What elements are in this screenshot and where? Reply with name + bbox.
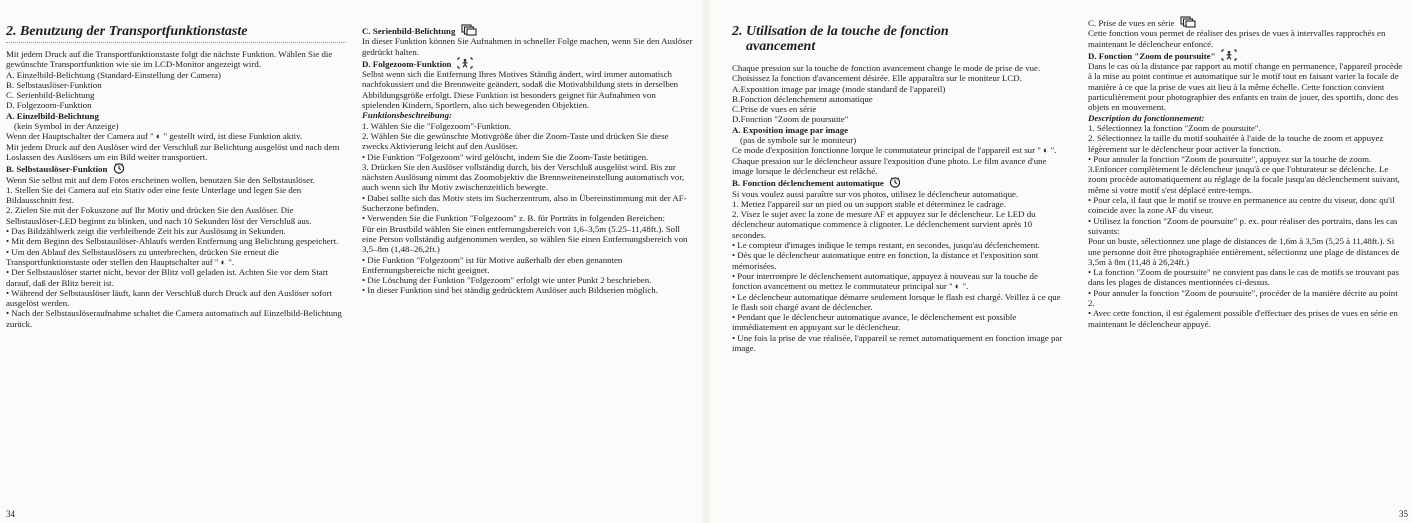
bullet-item: • Dabei sollte sich das Motiv stets im Sucherzentrum, also in Übereinstimmung mit der AF-Sucherzone befinden. [362,192,687,214]
subsection-title-d-text: D. Fonction "Zoom de poursuite" [1088,50,1216,61]
paragraph: In dieser Funktion können Sie Aufnahmen in schneller Folge machen, wenn Sie den Auslöser gedrückt halten. [362,36,693,57]
list-item: B.Fonction déclenchement automatique [732,93,873,104]
list-item: A.Exposition image par image (mode standard de l'appareil) [732,83,946,94]
paragraph: Pour un buste, sélectionnez une plage de distances de 1,6m à 3,5m (5,25 à 11,48ft.). Si une personne doit être photographiée entièrement, sélectionnz une plage de distances de 3,5m à 8m (11,48 à 26,24ft.) [1088,236,1400,267]
list-item: C. Serienbild-Belichtung [6,90,95,101]
left-column-2 [362,24,694,296]
bullet-item: • Pour annuler la fonction "Zoom de poursuite", appuyez sur la touche de zoom. [1088,153,1372,164]
paragraph: Wenn der Hauptschalter der Camera auf " ◐ " gestellt wird, ist diese Funktion aktiv. [6,131,303,142]
subsection-title-b-text: B. Fonction déclenchement automatique [732,178,884,189]
bullet-item: • Um den Ablauf des Selbstauslösers zu unterbrechen, drücken Sie erneut die Transportfunktionstaste oder stellen den Hauptschalter auf " ◐ ". [6,246,279,267]
subsection-title-c [362,24,694,36]
bullet-item: • Verwenden Sie die Funktion "Folgezoom" z. B. für Porträts in folgenden Bereichen: [362,213,665,224]
subsection-title-c [1088,16,1404,28]
bullet-item: • Utilisez la fonction "Zoom de poursuite" p. ex. pour réaliser des portraits, dans les cas suivants: [1088,215,1398,236]
subsection-title-b-text: B. Selbstauslöser-Funktion [6,164,108,175]
subsection-note: (kein Symbol in der Anzeige) [14,121,119,132]
paragraph: Dans le cas où la distance par rapport au motif change en permanence, l'appareil procède à la mise au point continue et automatique sur le motif tout en faisant varier la focale de manière à ce que la prise de vues ait lieu à la même échelle. Cette fonction convient particulièrement pour photographier des enfants en train de jouer, des sportifs, donc des objets en mouvement. [1088,61,1403,113]
paragraph: Für ein Brustbild wählen Sie einen entfernungsbereich von 1,6–3,5m (5.25–11,48ft.). Soll eine Person vollständig aufgenommen werden, so wählen Sie einen Entfernungsbereich von 3,5–8m (1,48–26,2ft.) [362,223,688,255]
bullet-item: • Die Funktion "Folgezoom" wird gelöscht, indem Sie die Zoom-Taste betätigen. [362,151,649,162]
bullet-item: • Der Selbstauslöser startet nicht, bevor der Blitz voll geladen ist. Achten Sie vor dem Start darauf, daß der Blitz bereit ist. [6,267,329,288]
bullet-item: • Die Funktion "Folgezoom" ist für Motive außerhalb der eben genannten Entfernungsbereiche nicht geeignet. [362,254,623,275]
subsection-title-b [732,176,1066,188]
section-heading-fr [732,24,1066,57]
paragraph: 1. Stellen Sie dei Camera auf ein Stativ oder eine feste Unterlage und legen Sie den Bildausschnitt fest. [6,184,302,206]
bullet-item: • La fonction "Zoom de poursuite" ne convient pas dans le cas de motifs se trouvant pas dans les plages de distances mentionnées ci-dessus. [1088,267,1399,288]
bullet-item: • Die Löschung der Funktion "Folgezoom" erfolgt wie unter Punkt 2 beschrieben. [362,275,652,286]
bullet-item: • Le compteur d'images indique le temps restant, en secondes, jusqu'au déclenchement. [732,240,1040,251]
intro-text: Chaque pression sur la touche de fonction avancement change le mode de prise de vue. Choisissez la fonction d'avancement désirée. Elle apparaîtra sur le moniteur LCD. [732,63,1041,84]
bullet-item: • In dieser Funktion sind bei ständig gedrücktem Auslöser auch Bildserien möglich. [362,285,658,296]
section-heading-fr-line2: avancement [746,39,816,54]
list-item: C.Prise de vues en série [732,104,817,115]
right-column-2 [1088,16,1404,329]
left-column-1 [6,24,346,329]
list-item: B. Selbstauslöser-Funktion [6,79,102,90]
paragraph: Si vous voulez aussi paraître sur vos photos, utilisez le déclencheur automatique. [732,188,1019,199]
subsection-title-a: A. Exposition image par image [732,124,849,135]
follow-zoom-icon [1221,49,1237,61]
subsection-title-d [1088,49,1404,61]
paragraph: 1. Mettez l'appareil sur un pied ou un support stable et déterminez le cadrage. [732,198,1006,209]
subsection-note: (pas de symbole sur le moniteur) [740,135,857,146]
paragraph: Selbst wenn sich die Entfernung Ihres Motives Ständig ändert, wird immer automatisch nachfokussiert und die Brennweite geändert, sodaß die Motivabbildung stets in derselben Abbildungsgröße erfolgt. Diese Funktion ist besonders geignet für Aufnahmen von spielenden Kindern, Sportlern, also sich bewegenden Objektien. [362,69,679,111]
function-description-title: Funktionsbeschreibung: [362,110,452,121]
function-description-title: Description du fonctionnement: [1088,112,1205,123]
bullet-item: • Avec cette fonction, il est également possible d'effectuer des prises de vues en série en maintenant le déclencheur appuyé. [1088,308,1398,329]
paragraph: 1. Sélectionnez la fonction "Zoom de poursuite". [1088,122,1261,133]
bullet-item: • Pendant que le déclencheur automatique avance, le déclenchement est possible immédiatement en appuyant sur le déclencheur. [732,312,1017,333]
bullet-item: • Mit dem Beginn des Selbstauslöser-Ablaufs werden Entfernung ung Belichtung gespeichert. [6,236,339,247]
page-number-left: 34 [6,509,15,519]
paragraph: 1. Wählen Sie die "Folgezoom"-Funktion. [362,120,512,131]
subsection-title-b [6,162,346,174]
subsection-title-a: A. Einzelbild-Belichtung [6,110,99,121]
section-heading-fr-line1: 2. Utilisation de la touche de fonction [732,24,949,39]
paragraph: Ce mode d'exposition fonctionne lorque le commutateur principal de l'appareil est sur " ◐ ". [732,145,1057,156]
list-item: A. Einzelbild-Belichtung (Standard-Einstellung der Camera) [6,69,221,80]
bullet-item: • Pour interrompre le déclenchement automatique, appuyez à nouveau sur la touche de fonction avancement ou mettez le commutateur principal sur " ◐ ". [732,270,1038,292]
section-heading-de: 2. Benutzung der Transportfunktionstaste [6,24,346,43]
continuous-shooting-icon [461,24,477,36]
subsection-title-d-text: D. Folgezoom-Funktion [362,58,452,69]
paragraph: Chaque pression sur le déclencheur assure l'exposition d'une photo. Le film avance d'une image lorsque le déclencheur est relâché. [732,155,1047,176]
list-item: D.Fonction "Zoom de poursuite" [732,114,849,125]
paragraph: 2. Sélectionnez la taille du motif souhaitée à l'aide de la touche de zoom et appuyez légèrement sur le déclencheur pour activer la fonction. [1088,133,1384,154]
intro-text: Mit jedem Druck auf die Transportfunktionstaste folgt die nächste Funktion. Wählen Sie die gewünschte Transportfunktion wie sie im LCD-Monitor angezeigt wird. [6,49,333,70]
paragraph: 2. Zielen Sie mit der Fokuszone auf Ihr Motiv und drücken Sie den Auslöser. Die Selbstauslöser-LED beginnt zu blinken, und nach 10 Sekunden löst der Verschluß aus. [6,205,312,226]
paragraph: 2. Visez le sujet avec la zone de mesure AF et appuyez sur le déclencheur. Le LED du déclencheur automatique commence à clignoter. Le déclenchement survient après 10 secondes. [732,209,1036,240]
self-timer-icon [113,162,125,174]
right-page [706,0,1412,523]
page-number-right: 35 [1399,509,1408,519]
paragraph: 3.Enfoncer complètement le déclencheur jusqu'à ce que l'obturateur se déclenche. Le zoom procède automatiquement au réglage de la focale jusqu'au déclenchement suivant, même si votre motif s'est déplacé entre-temps. [1088,164,1400,195]
paragraph: 2. Wählen Sie die gewünschte Motivgröße über die Zoom-Taste und drücken Sie diese zwecks Aktivierung leicht auf den Auslöser. [362,130,669,152]
subsection-title-c-text: C. Prise de vues en série [1088,18,1175,28]
bullet-item: • Pour annuler la fonction "Zoom de poursuite", procéder de la manière décrite au point 2. [1088,287,1398,309]
subsection-title-c-text: C. Serienbild-Belichtung [362,26,456,36]
paragraph: Wenn Sie selbst mit auf dem Fotos erscheinen wollen, benutzen Sie den Selbstauslöser. [6,174,315,185]
follow-zoom-icon [457,57,473,69]
list-item: D. Folgezoom-Funktion [6,100,92,111]
bullet-item: • Pour cela, il faut que le motif se trouve en permanence au centre du viseur, donc qu'il coincide avec la zone AF du viseur. [1088,195,1395,216]
bullet-item: • Dès que le déclencheur automatique entre en fonction, la distance et l'exposition sont mémorisées. [732,250,1039,271]
paragraph: Cette fonction vous permet de réaliser des prises de vues à intervalles rapprochés en maintenant le déclencheur enfoncé. [1088,28,1386,49]
bullet-item: • Das Bildzählwerk zeigt die verbleibende Zeit bis zur Auslösung in Sekunden. [6,226,286,237]
subsection-title-d [362,57,694,69]
bullet-item: • Nach der Selbstauslöseraufnahme schaltet die Camera automatisch auf Einzelbild-Belichtung zurück. [6,308,342,329]
bullet-item: • Während der Selbstauslöser läuft, kann der Verschluß durch Druck auf den Auslöser sofort ausgelöst werden. [6,287,332,309]
continuous-shooting-icon [1180,16,1196,28]
right-column-1 [732,24,1066,353]
paragraph: 3. Drücken Sie den Auslöser vollständig durch, bis der Verschluß ausgelöst wird. Bis zur nächsten Auslösung nimmt das Zoomobjektiv die Brennweiteneinstellung automatisch vor, auch wenn sich Ihr Motiv zwischenzeitlich bewegte. [362,161,685,193]
bullet-item: • Le déclencheur automatique démarre seulement lorsque le flash est chargé. Veillez à ce que le flash soit chargé avant de déclencher. [732,291,1061,312]
bullet-item: • Une fois la prise de vue réalisée, l'appareil se remet automatiquement en fonction image par image. [732,332,1063,354]
self-timer-icon [889,176,901,188]
paragraph: Mit jedem Druck auf den Auslöser wird der Verschluß zur Belichtung ausgelöst und nach dem Loslassen des Auslösers um ein Bild weiter transportiert. [6,141,340,162]
